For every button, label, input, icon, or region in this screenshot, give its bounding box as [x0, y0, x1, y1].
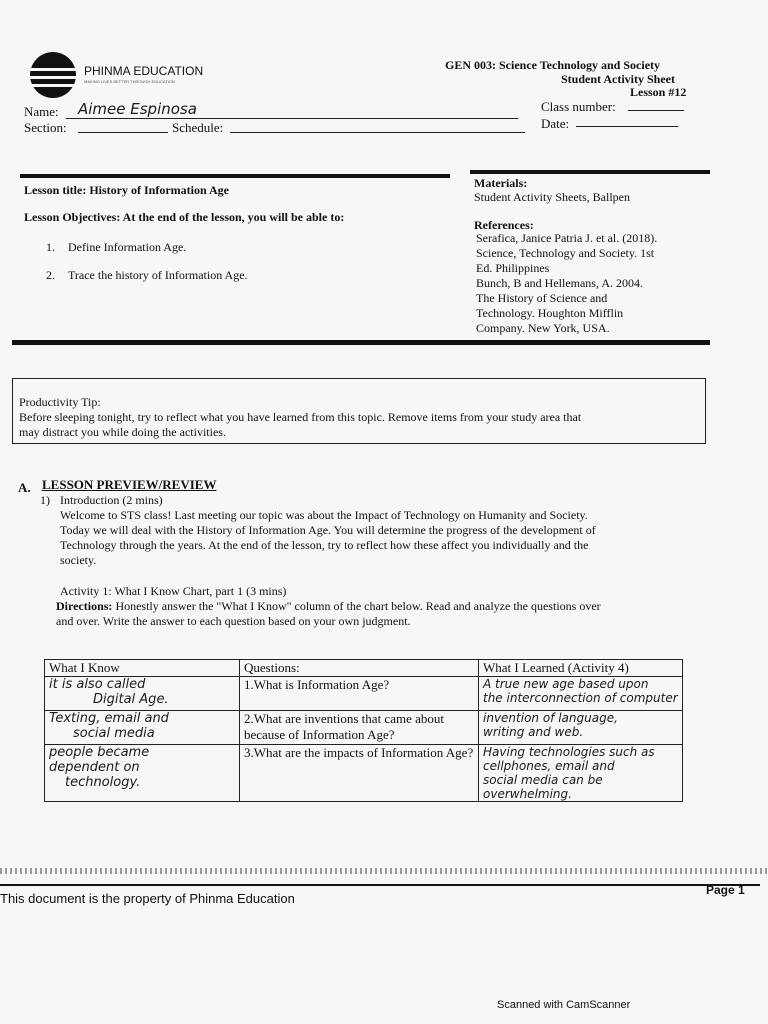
answer-line: technology. — [65, 775, 141, 790]
intro-line: Welcome to STS class! Last meeting our topic was about the Impact of Technology on Humanity and Society. — [60, 508, 588, 522]
references-list — [476, 231, 657, 336]
bottom-rule — [12, 340, 710, 345]
answer-line: social media — [73, 726, 155, 741]
directions — [56, 599, 601, 614]
intro-line: society. — [60, 553, 97, 567]
brand-name: PHINMA EDUCATION — [84, 64, 204, 78]
answer-line: dependent on — [49, 760, 140, 775]
answer-line: invention of language, — [483, 711, 618, 725]
section-letter: A. — [18, 480, 31, 495]
date-underline — [576, 126, 678, 127]
answer-line: Having technologies such as — [483, 745, 655, 759]
sheet-title: Student Activity Sheet — [561, 72, 675, 86]
intro-number: 1) — [40, 493, 50, 507]
lesson-title: Lesson title: History of Information Age — [24, 183, 229, 197]
table-row — [45, 745, 683, 802]
footer-property: This document is the property of Phinma Education — [0, 891, 295, 906]
footer-rule — [0, 884, 760, 886]
class-number-label: Class number: — [541, 99, 616, 114]
column-header: What I Learned (Activity 4) — [479, 660, 683, 677]
answer-line: social media can be — [483, 773, 603, 787]
column-header: Questions: — [240, 660, 479, 677]
section-label: Section: — [24, 120, 67, 135]
reference-line: Serafica, Janice Patria J. et al. (2018). — [476, 231, 658, 245]
objective-number: 2. — [46, 268, 55, 282]
answer-line: Digital Age. — [93, 692, 169, 707]
schedule-underline — [230, 132, 525, 133]
section-heading: LESSON PREVIEW/REVIEW — [42, 477, 217, 492]
question-cell: 1.What is Information Age? — [240, 677, 479, 711]
reference-line: The History of Science and — [476, 291, 608, 305]
name-value: Aimee Espinosa — [78, 100, 197, 118]
table-row — [45, 677, 683, 711]
section-underline — [78, 132, 168, 133]
reference-line: Science, Technology and Society. 1st — [476, 246, 655, 260]
reference-line: Ed. Philippines — [476, 261, 550, 275]
what-i-know-chart — [44, 659, 683, 802]
objective-item: Define Information Age. — [68, 240, 187, 254]
intro-line: Technology through the years. At the end of the lesson, try to reflect how these affect you individually and the — [60, 538, 589, 552]
class-number-underline — [628, 110, 684, 111]
answer-line: writing and web. — [483, 725, 584, 739]
what-i-learned-cell[interactable] — [479, 745, 683, 802]
what-i-learned-cell[interactable] — [479, 711, 683, 745]
camscanner-watermark: Scanned with CamScanner — [497, 999, 631, 1011]
reference-line: Technology. Houghton Mifflin — [476, 306, 624, 320]
what-i-know-cell[interactable] — [45, 711, 240, 745]
answer-line: A true new age based upon — [483, 677, 649, 691]
tip-line: may distract you while doing the activities. — [19, 425, 226, 439]
intro-line: Today we will deal with the History of Information Age. You will determine the progress of the development of — [60, 523, 596, 537]
what-i-know-cell[interactable] — [45, 677, 240, 711]
scan-noise — [0, 868, 768, 874]
name-underline — [66, 118, 518, 119]
objective-item: Trace the history of Information Age. — [68, 268, 248, 282]
materials-text: Student Activity Sheets, Ballpen — [474, 190, 630, 204]
page-number: Page 1 — [706, 883, 745, 897]
answer-line: overwhelming. — [483, 787, 572, 801]
table-row — [45, 711, 683, 745]
what-i-know-cell[interactable] — [45, 745, 240, 802]
question-cell: 2.What are inventions that came about because of Information Age? — [240, 711, 479, 745]
directions-text: Honestly answer the "What I Know" column of the chart below. Read and analyze the questions over — [115, 599, 601, 613]
date-label: Date: — [541, 116, 570, 131]
reference-line: Bunch, B and Hellemans, A. 2004. — [476, 276, 643, 290]
top-rule-right — [470, 170, 710, 174]
answer-line: people became — [49, 745, 150, 760]
productivity-tip-box — [12, 378, 706, 444]
materials-heading: Materials: — [474, 176, 528, 190]
objectives-heading: Lesson Objectives: At the end of the lesson, you will be able to: — [24, 210, 345, 224]
answer-line: it is also called — [49, 677, 146, 692]
answer-line: the interconnection of computer — [483, 691, 678, 705]
tip-heading: Productivity Tip: — [19, 395, 101, 409]
intro-paragraph — [60, 508, 596, 568]
answer-line: cellphones, email and — [483, 759, 615, 773]
directions-label: Directions: — [56, 599, 113, 613]
activity-title: Activity 1: What I Know Chart, part 1 (3 mins) — [60, 584, 287, 598]
answer-line: Texting, email and — [49, 711, 169, 726]
references-heading: References: — [474, 218, 534, 232]
brand-tagline: MAKING LIVES BETTER THROUGH EDUCATION — [84, 79, 175, 84]
top-rule-left — [20, 174, 450, 178]
intro-heading: Introduction (2 mins) — [60, 493, 163, 507]
directions-line: and over. Write the answer to each question based on your own judgment. — [56, 614, 411, 628]
table-header-row — [45, 660, 683, 677]
lesson-number: Lesson #12 — [630, 85, 687, 99]
question-cell: 3.What are the impacts of Information Age? — [240, 745, 479, 802]
tip-line: Before sleeping tonight, try to reflect what you have learned from this topic. Remove items from your study area that — [19, 410, 582, 424]
objective-number: 1. — [46, 240, 55, 254]
what-i-learned-cell[interactable] — [479, 677, 683, 711]
name-label: Name: — [24, 104, 59, 119]
reference-line: Company. New York, USA. — [476, 321, 610, 335]
column-header: What I Know — [45, 660, 240, 677]
course-title: GEN 003: Science Technology and Society — [445, 58, 661, 72]
schedule-label: Schedule: — [172, 120, 224, 135]
